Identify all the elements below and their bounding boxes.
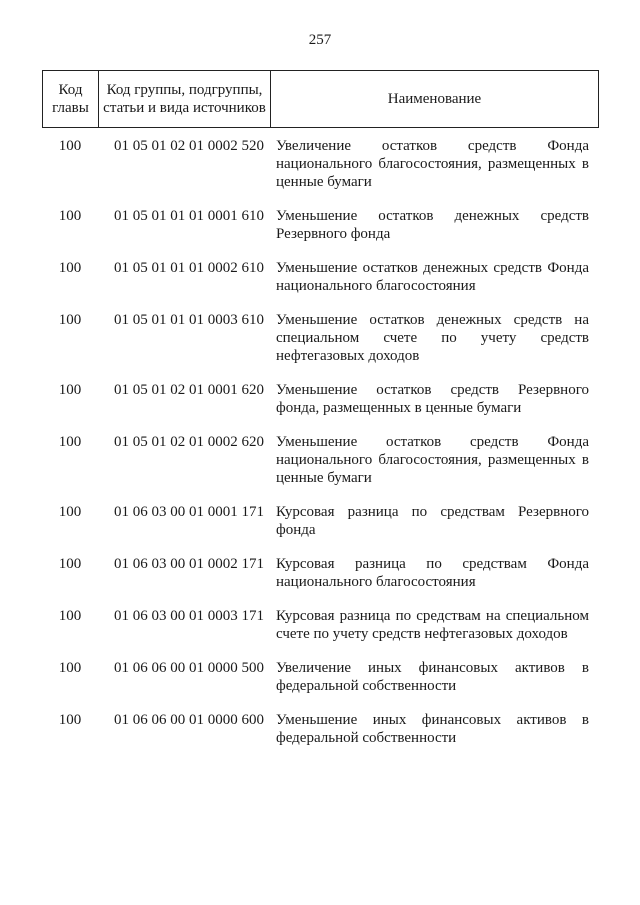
code-cell: 01 05 01 02 01 0001 620 — [114, 382, 264, 398]
chapter-cell: 100 — [58, 208, 82, 224]
name-cell: Уменьшение остатков денежных средств на специальном счете по учету средств нефтегазовых доходов — [276, 312, 589, 364]
code-cell: 01 06 03 00 01 0001 171 — [114, 504, 264, 520]
chapter-cell: 100 — [58, 608, 82, 624]
code-cell: 01 06 06 00 01 0000 600 — [114, 712, 264, 728]
chapter-cell: 100 — [58, 660, 82, 676]
name-cell: Курсовая разница по средствам на специальном счете по учету средств нефтегазовых доходов — [276, 608, 589, 642]
header-group-code: Код группы, подгруппы, статьи и вида источников — [99, 71, 271, 127]
table-row — [42, 259, 599, 295]
header-name: Наименование — [387, 91, 482, 107]
table-row — [42, 311, 599, 365]
header-chapter-code: Код главы — [43, 71, 99, 127]
code-cell: 01 06 03 00 01 0003 171 — [114, 608, 264, 624]
chapter-cell: 100 — [58, 434, 82, 450]
table-row — [42, 381, 599, 417]
name-cell: Курсовая разница по средствам Резервного фонда — [276, 504, 589, 538]
table-row — [42, 555, 599, 591]
chapter-cell: 100 — [58, 504, 82, 520]
code-cell: 01 05 01 02 01 0002 520 — [114, 138, 264, 154]
code-cell: 01 05 01 01 01 0001 610 — [114, 208, 264, 224]
table-row — [42, 137, 599, 191]
chapter-cell: 100 — [58, 556, 82, 572]
table-body — [42, 137, 599, 763]
table-row — [42, 711, 599, 747]
name-cell: Уменьшение остатков средств Фонда национального благосостояния, размещенных в ценные бумаги — [276, 434, 589, 486]
name-cell: Уменьшение остатков денежных средств Фонда национального благосостояния — [276, 260, 589, 294]
chapter-cell: 100 — [58, 260, 82, 276]
code-cell: 01 05 01 01 01 0003 610 — [114, 312, 264, 328]
name-cell: Уменьшение остатков средств Резервного фонда, размещенных в ценные бумаги — [276, 382, 589, 416]
name-cell: Курсовая разница по средствам Фонда национального благосостояния — [276, 556, 589, 590]
name-cell: Уменьшение иных финансовых активов в федеральной собственности — [276, 712, 589, 746]
chapter-cell: 100 — [58, 382, 82, 398]
name-cell: Уменьшение остатков денежных средств Резервного фонда — [276, 208, 589, 242]
code-cell: 01 06 03 00 01 0002 171 — [114, 556, 264, 572]
name-cell: Увеличение иных финансовых активов в федеральной собственности — [276, 660, 589, 694]
code-cell: 01 06 06 00 01 0000 500 — [114, 660, 264, 676]
chapter-cell: 100 — [58, 712, 82, 728]
table-header — [42, 70, 599, 128]
code-cell: 01 05 01 02 01 0002 620 — [114, 434, 264, 450]
page-number: 257 — [308, 32, 332, 48]
chapter-cell: 100 — [58, 138, 82, 154]
table-row — [42, 607, 599, 643]
table-row — [42, 207, 599, 243]
table-row — [42, 659, 599, 695]
name-cell: Увеличение остатков средств Фонда национального благосостояния, размещенных в ценные бумаги — [276, 138, 589, 190]
code-cell: 01 05 01 01 01 0002 610 — [114, 260, 264, 276]
table-row — [42, 433, 599, 487]
chapter-cell: 100 — [58, 312, 82, 328]
table-row — [42, 503, 599, 539]
